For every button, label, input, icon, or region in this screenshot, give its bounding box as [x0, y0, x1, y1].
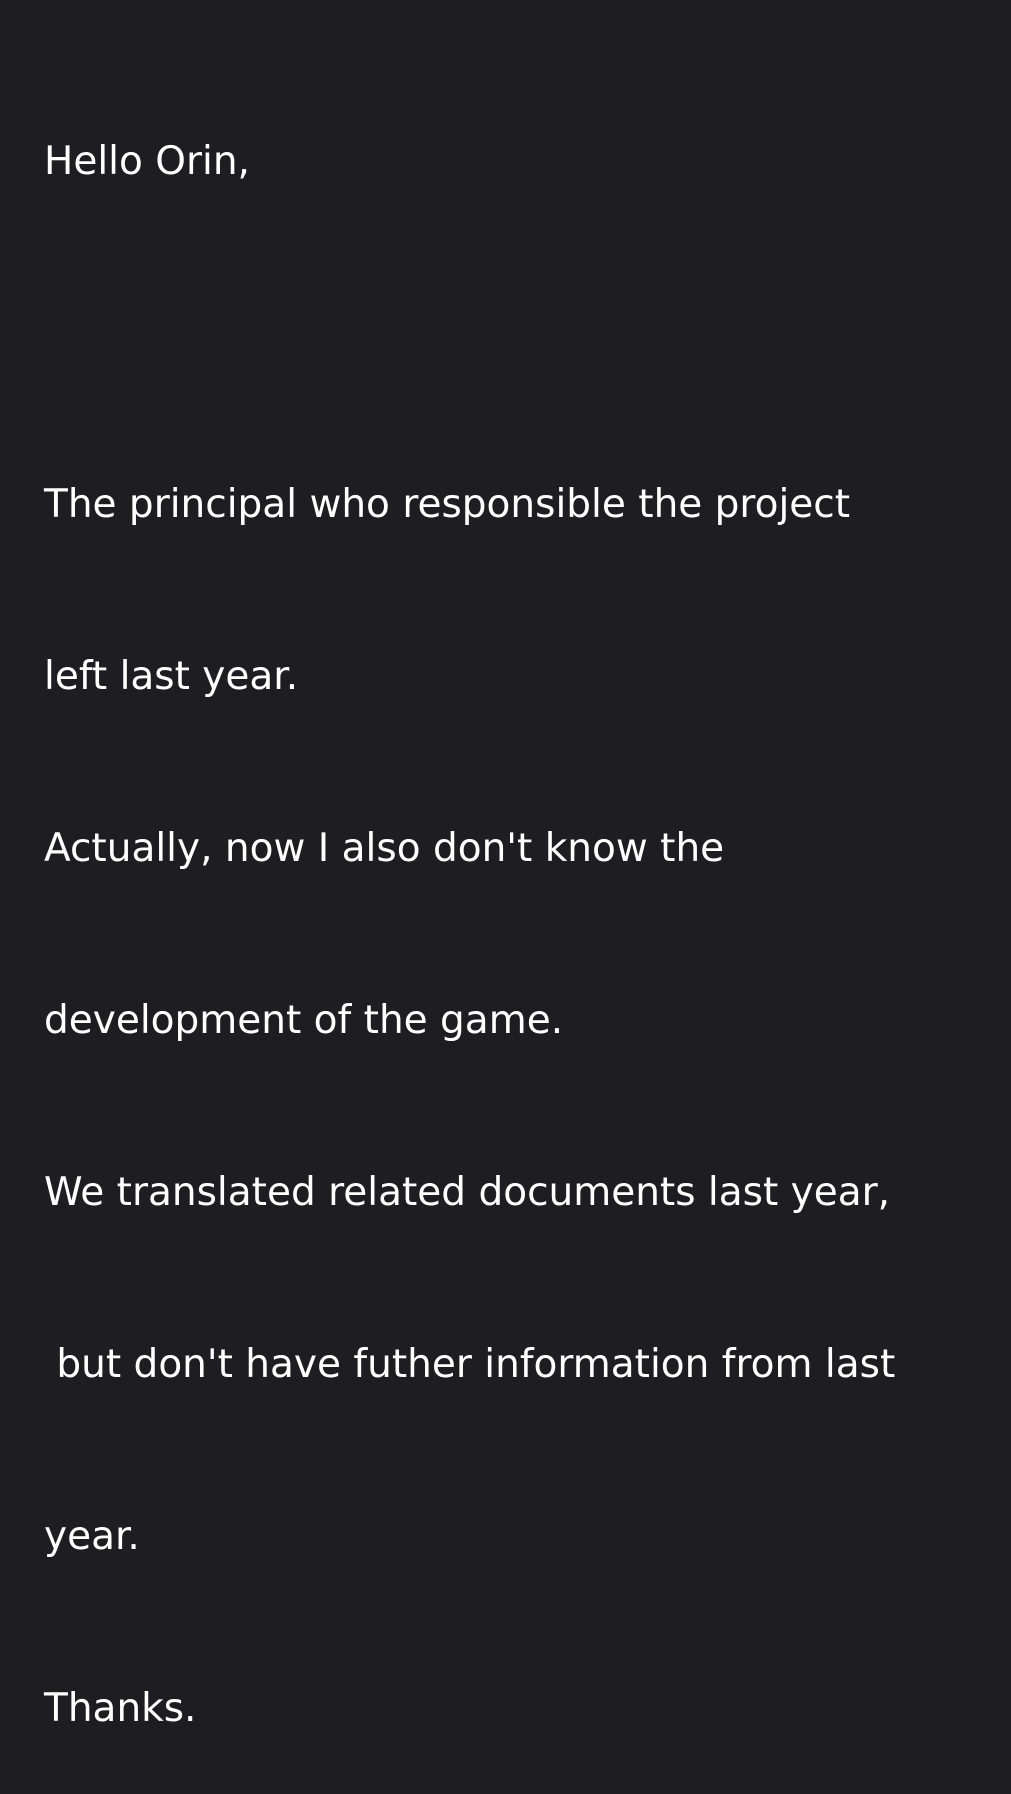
- message-line: We translated related documents last year,: [44, 1169, 891, 1215]
- signoff-line: Thanks.: [44, 1685, 197, 1731]
- blank-line: [44, 304, 994, 361]
- message-line: but don't have futher information from last: [44, 1341, 896, 1387]
- greeting-line: Hello Orin,: [44, 138, 250, 184]
- message-line: year.: [44, 1513, 140, 1559]
- message-line: The principal who responsible the project: [44, 482, 851, 528]
- message-line: left last year.: [44, 654, 299, 700]
- message-line: Actually, now I also don't know the: [44, 826, 725, 872]
- message-body: [44, 18, 994, 1794]
- message-line: development of the game.: [44, 998, 564, 1044]
